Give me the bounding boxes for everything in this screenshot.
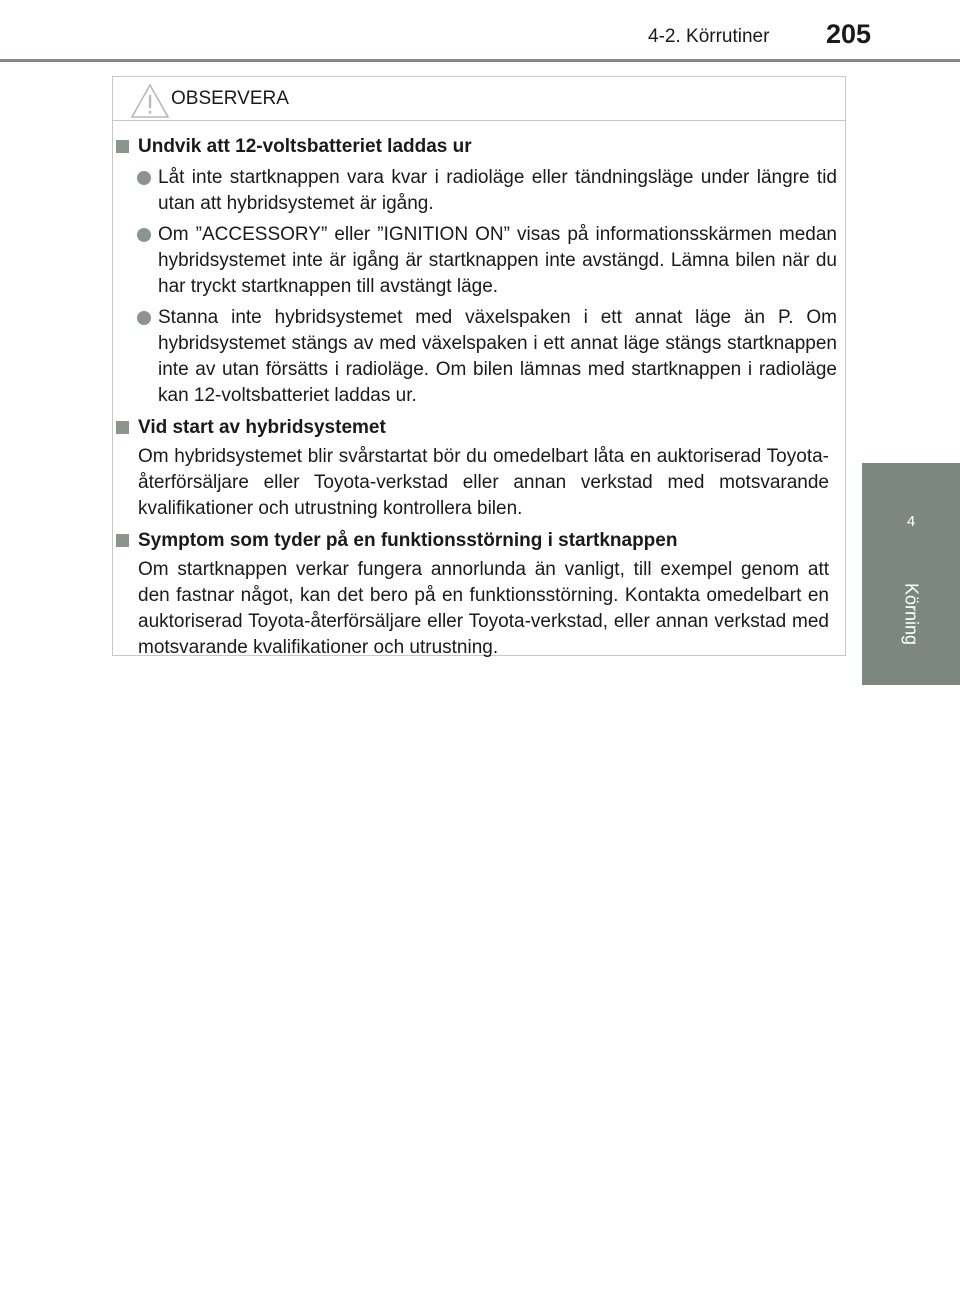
caution-box [112,76,846,656]
page-number: 205 [826,19,872,49]
section-paragraph: Om startknappen verkar fungera annorlunda än vanligt, till exempel genom att den fastnar något, kan det bero på en funktionsstörning. Kontakta omedelbart en auktoriserad Toyota-återförsäljare eller Toyota-verkstad, eller annan verkstad med motsvarande kvalifikationer och utrustning. [138,559,829,658]
round-bullet-icon [137,171,151,185]
caution-body [113,134,845,661]
round-bullet-icon [137,228,151,242]
section-paragraph: Om hybridsystemet blir svårstartat bör du omedelbart låta en auktoriserad Toyota-återförsäljare eller Toyota-verkstad eller annan verkstad med motsvarande kvalifikationer och utrustning kontrollera bilen. [138,446,829,519]
section-heading: Vid start av hybridsystemet [113,415,837,441]
chapter-tab [862,463,960,685]
header-divider [0,59,960,62]
section-title: 4-2. Körrutiner [648,26,770,47]
section-heading: Symptom som tyder på en funktionsstörning i startknappen [113,528,837,554]
round-bullet-icon [137,311,151,325]
square-bullet-icon [116,534,129,547]
chapter-tab-number: 4 [906,513,916,530]
list-item: Stanna inte hybridsystemet med växelspaken i ett annat läge än P. Om hybridsystemet stängs av med växelspaken i ett annat läge stängs startknappen inte av utan försätts i radioläge. Om bilen lämnas med startknappen i radioläge kan 12-voltsbatteriet laddas ur. [113,305,837,409]
chapter-tab-label: Körning [901,582,922,646]
caution-header [113,77,845,121]
square-bullet-icon [116,140,129,153]
list-item: Om ”ACCESSORY” eller ”IGNITION ON” visas på informationsskärmen medan hybridsystemet inte är igång är startknappen inte avstängd. Lämna bilen när du har tryckt startknappen till avstängt läge. [113,222,837,300]
list-item: Låt inte startknappen vara kvar i radioläge eller tändningsläge under längre tid utan att hybridsystemet är igång. [113,165,837,217]
caution-title: OBSERVERA [171,88,289,109]
section-heading: Undvik att 12-voltsbatteriet laddas ur [113,134,837,160]
warning-triangle-icon [130,83,170,119]
square-bullet-icon [116,421,129,434]
